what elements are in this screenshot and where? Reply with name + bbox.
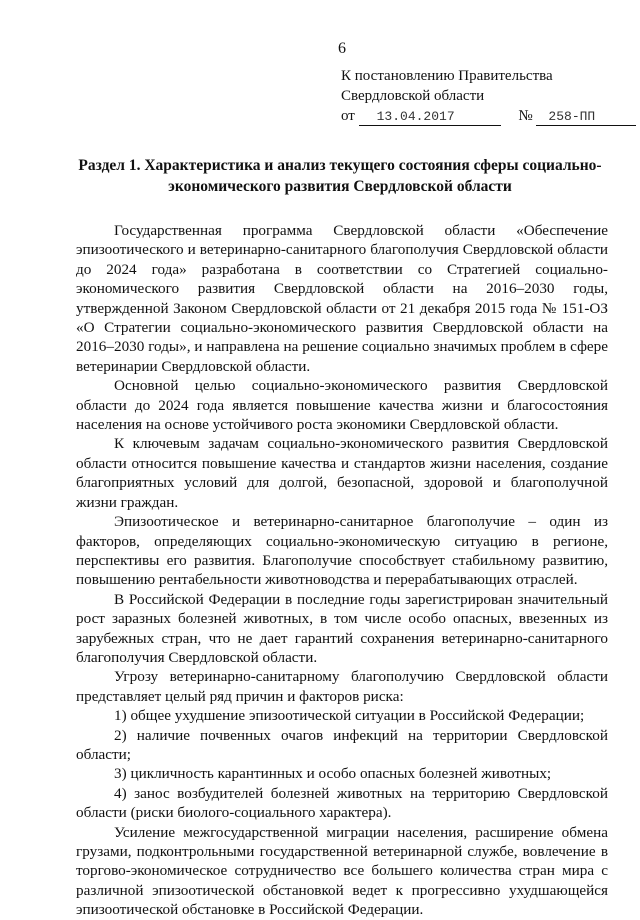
number-prefix: №	[518, 108, 533, 124]
paragraph: Усиление межгосударственной миграции населения, расширение обмена грузами, подконтрольными государственной ветеринарной службе, вовлечение в торгово-экономическое сотрудничество все большего количества стран мира с различной эпизоотической обстановкой ведет к прогрессивно ухудшающейся эпизоотической обстановке в Российской Федерации.	[76, 823, 608, 919]
paragraph: Государственная программа Свердловской области «Обеспечение эпизоотического и ветеринарно-санитарного благополучия Свердловской области до 2024 года» разработана в соответствии со Стратегией социально-экономического развития Свердловской области на 2016–2030 годы, утвержденной Законом Свердловской области от 21 декабря 2015 года № 151-ОЗ «О Стратегии социально-экономического развития Свердловской области на 2016–2030 годы», и направлена на решение социально значимых проблем в сфере ветеринарии Свердловской области.	[76, 222, 608, 375]
resolution-reference-line-1: К постановлению Правительства	[341, 68, 553, 84]
resolution-date-line	[341, 106, 636, 126]
list-item: 4) занос возбудителей болезней животных на территорию Свердловской области (риски биолого-социального характера).	[76, 784, 608, 822]
date-prefix: от	[341, 108, 355, 124]
list-item: 1) общее ухудшение эпизоотической ситуации в Российской Федерации;	[114, 707, 585, 725]
resolution-number: 258-ПП	[536, 109, 636, 126]
paragraph: Основной целью социально-экономического развития Свердловской области до 2024 года является повышение качества жизни и благосостояния населения на основе устойчивого роста экономики Свердловской области.	[76, 377, 608, 434]
document-body	[76, 221, 608, 920]
list-item: 2) наличие почвенных очагов инфекций на территории Свердловской области;	[76, 726, 608, 763]
page-number: 6	[338, 40, 346, 57]
paragraph: К ключевым задачам социально-экономического развития Свердловской области относится повышение качества и стандартов жизни населения, создание благоприятных условий для долгой, безопасной, здоровой и благополучной жизни граждан.	[76, 435, 608, 511]
paragraph: Эпизоотическое и ветеринарно-санитарное благополучие – один из факторов, определяющих социально-экономическую ситуацию в регионе, перспективы его развития. Благополучие способствует стабильному развитию, повышению рентабельности животноводства и перерабатывающих отраслей.	[76, 513, 608, 589]
list-item: 3) цикличность карантинных и особо опасных болезней животных;	[114, 765, 552, 783]
paragraph: В Российской Федерации в последние годы зарегистрирован значительный рост заразных болезней животных, в том числе особо опасных, ввезенных из зарубежных стран, что не дает гарантий сохранения ветеринарно-санитарного благополучия Свердловской области.	[76, 590, 608, 666]
section-title: Раздел 1. Характеристика и анализ текущего состояния сферы социально-экономического развития Свердловской области	[78, 157, 602, 195]
paragraph: Угрозу ветеринарно-санитарному благополучию Свердловской области представляет целый ряд причин и факторов риска:	[76, 668, 608, 705]
resolution-reference-line-2: Свердловской области	[341, 88, 485, 104]
resolution-date: 13.04.2017	[359, 109, 501, 126]
resolution-reference-block	[341, 66, 636, 126]
